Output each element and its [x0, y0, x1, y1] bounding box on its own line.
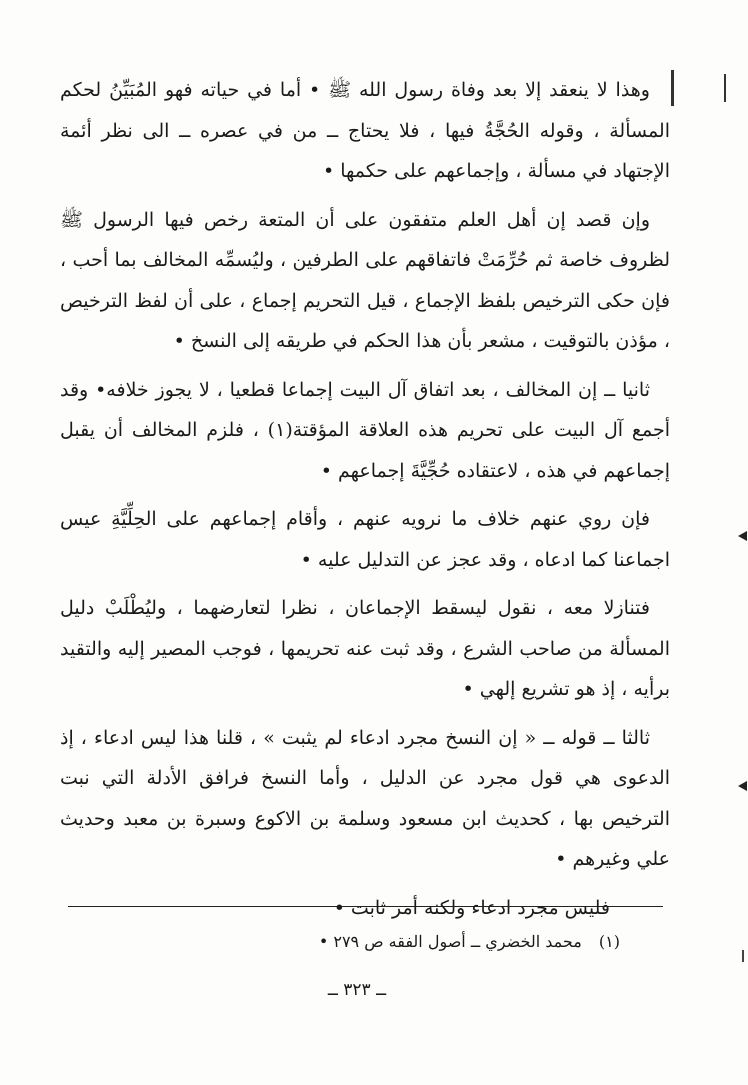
page-number: ــ ٣٢٣ ــ — [327, 980, 387, 1000]
paragraph-2: وإن قصد إن أهل العلم متفقون على أن المتعة رخص فيها الرسول ﷺ لظروف خاصة ثم حُرِّمَتْ فاتفاقهم على الطرفين ، وليُسمِّه المخالف بما أحب ، فإن حكى الترخيص بلفظ الإجماع ، قيل التحريم إجماع ، على أن لفظ الترخيص ، مؤذن بالتوقيت ، مشعر بأن هذا الحكم في طريقه إلى النسخ • — [60, 208, 670, 352]
edge-notch-mark — [738, 781, 747, 791]
body-text — [60, 70, 670, 936]
paragraph-1: وهذا لا ينعقد إلا بعد وفاة رسول الله ﷺ • أما في حياته فهو المُبَيِّنُ لحكم المسألة ، وقوله الحُجَّةُ فيها ، فلا يحتاج ــ من في عصره ــ الى نظر أئمة الإجتهاد في مسألة ، وإجماعهم على حكمها • — [60, 79, 670, 182]
margin-scan-mark — [671, 70, 674, 106]
paragraph-6: ثالثا ــ قوله ــ « إن النسخ مجرد ادعاء لم يثبت » ، قلنا هذا ليس ادعاء ، إذ الدعوى هي قول مجرد عن الدليل ، وأما النسخ فرافق الأدلة التي نبت الترخيص بها ، كحديث ابن مسعود وسلمة بن الاكوع وسبرة بن معبد وحديث علي وغيرهم • — [60, 726, 670, 870]
edge-notch-mark — [738, 531, 747, 541]
footnote-number: (١) — [598, 932, 620, 951]
paragraph-3: ثانيا ــ إن المخالف ، بعد اتفاق آل البيت إجماعا قطعيا ، لا يجوز خلافه• وقد أجمع آل البيت على تحريم هذه العلاقة المؤقتة(١) ، فلزم المخالف أن يقبل إجماعهم في هذه ، لاعتقاده حُجِّيَّةَ إجماعهم • — [60, 378, 670, 482]
footnote-text: محمد الخضري ــ أصول الفقه ص ٢٧٩ • — [318, 932, 582, 951]
paragraph-7: فليس مجرد ادعاء ولكنه أمر ثابت • — [333, 896, 610, 919]
paragraph-4: فإن روي عنهم خلاف ما نرويه عنهم ، وأقام إجماعهم على الحِلِّيَّةِ عيس اجماعنا كما ادعاه ، وقد عجز عن التدليل عليه • — [60, 508, 670, 571]
footnote — [120, 928, 620, 956]
paragraph-5: فتنازلا معه ، نقول ليسقط الإجماعان ، نظرا لتعارضهما ، وليُطْلَبْ دليل المسألة من صاحب الشرع ، وقد ثبت عنه تحريمها ، فوجب المصير إليه والتقيد برأيه ، إذ هو تشريع إلهي • — [60, 597, 670, 700]
margin-scan-mark — [724, 74, 726, 102]
footnote-divider — [68, 906, 663, 907]
edge-stub-mark — [742, 950, 744, 962]
